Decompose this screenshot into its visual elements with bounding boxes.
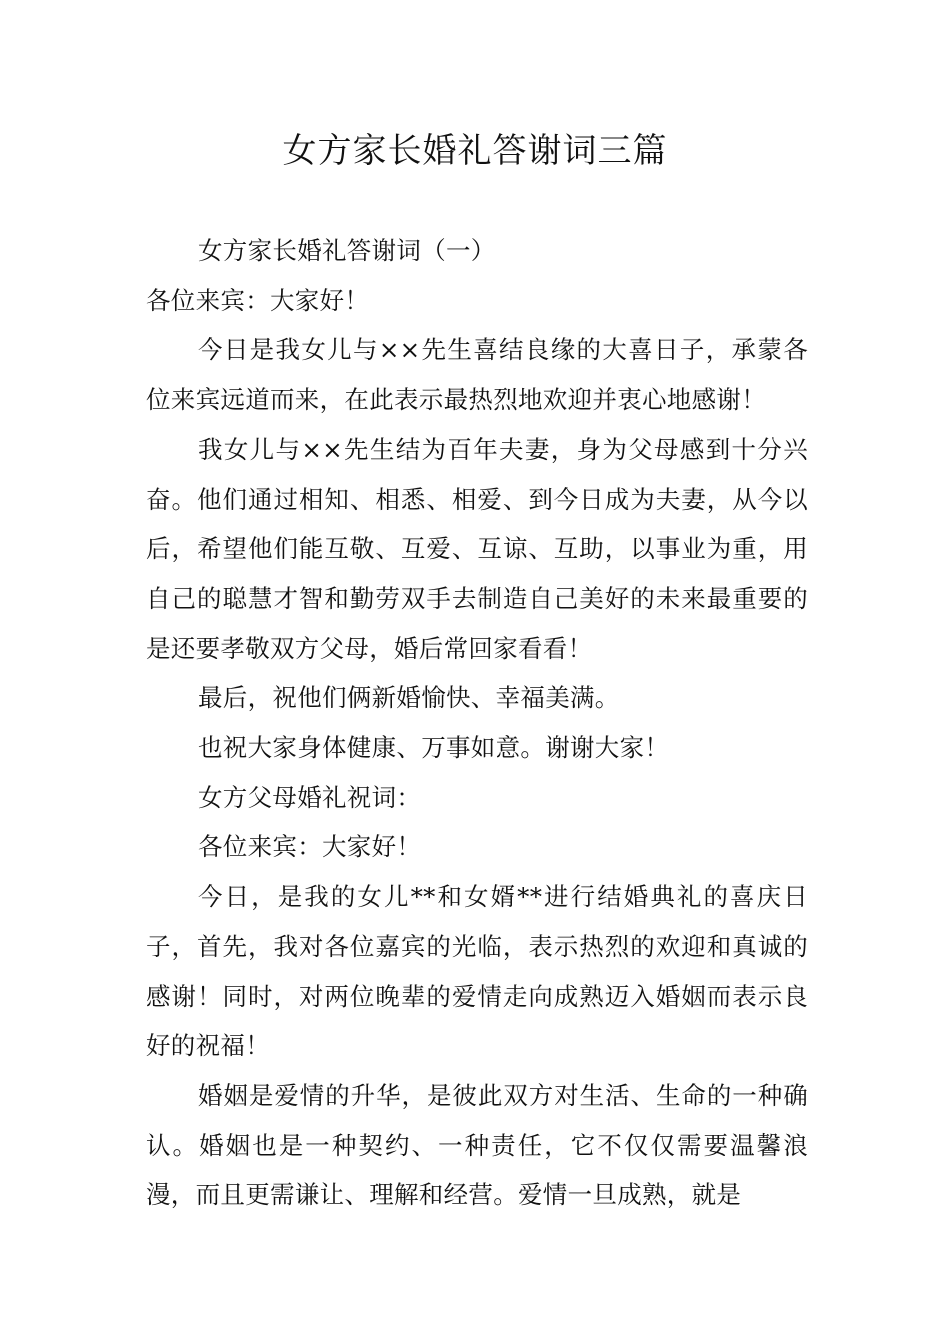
body-paragraph: 今日是我女儿与××先生喜结良缘的大喜日子，承蒙各位来宾远道而来，在此表示最热烈地欢迎并衷心地感谢！ xyxy=(146,335,808,415)
document-body xyxy=(146,226,808,1220)
greeting-paragraph: 各位来宾：大家好！ xyxy=(198,832,422,862)
body-paragraph: 我女儿与××先生结为百年夫妻，身为父母感到十分兴奋。他们通过相知、相悉、相爱、到今日成为夫妻，从今以后，希望他们能互敬、互爱、互谅、互助，以事业为重，用自己的聪慧才智和勤劳双手去制造自己美好的未来最重要的是还要孝敬双方父母，婚后常回家看看！ xyxy=(146,434,808,663)
body-paragraph: 今日，是我的女儿**和女婿**进行结婚典礼的喜庆日子，首先，我对各位嘉宾的光临，表示热烈的欢迎和真诚的感谢！同时，对两位晚辈的爱情走向成熟迈入婚姻而表示良好的祝福！ xyxy=(146,882,808,1061)
section-heading-1: 女方家长婚礼答谢词（一） xyxy=(198,236,496,265)
section-heading-2: 女方父母婚礼祝词： xyxy=(198,782,422,812)
greeting-paragraph: 各位来宾：大家好！ xyxy=(146,285,370,315)
body-paragraph: 最后，祝他们俩新婚愉快、幸福美满。 xyxy=(198,683,620,713)
body-paragraph: 婚姻是爱情的升华，是彼此双方对生活、生命的一种确认。婚姻也是一种契约、一种责任，它不仅仅需要温馨浪漫，而且更需谦让、理解和经营。爱情一旦成熟，就是 xyxy=(146,1080,808,1210)
document-title: 女方家长婚礼答谢词三篇 xyxy=(282,131,668,171)
body-paragraph: 也祝大家身体健康、万事如意。谢谢大家！ xyxy=(198,733,670,763)
